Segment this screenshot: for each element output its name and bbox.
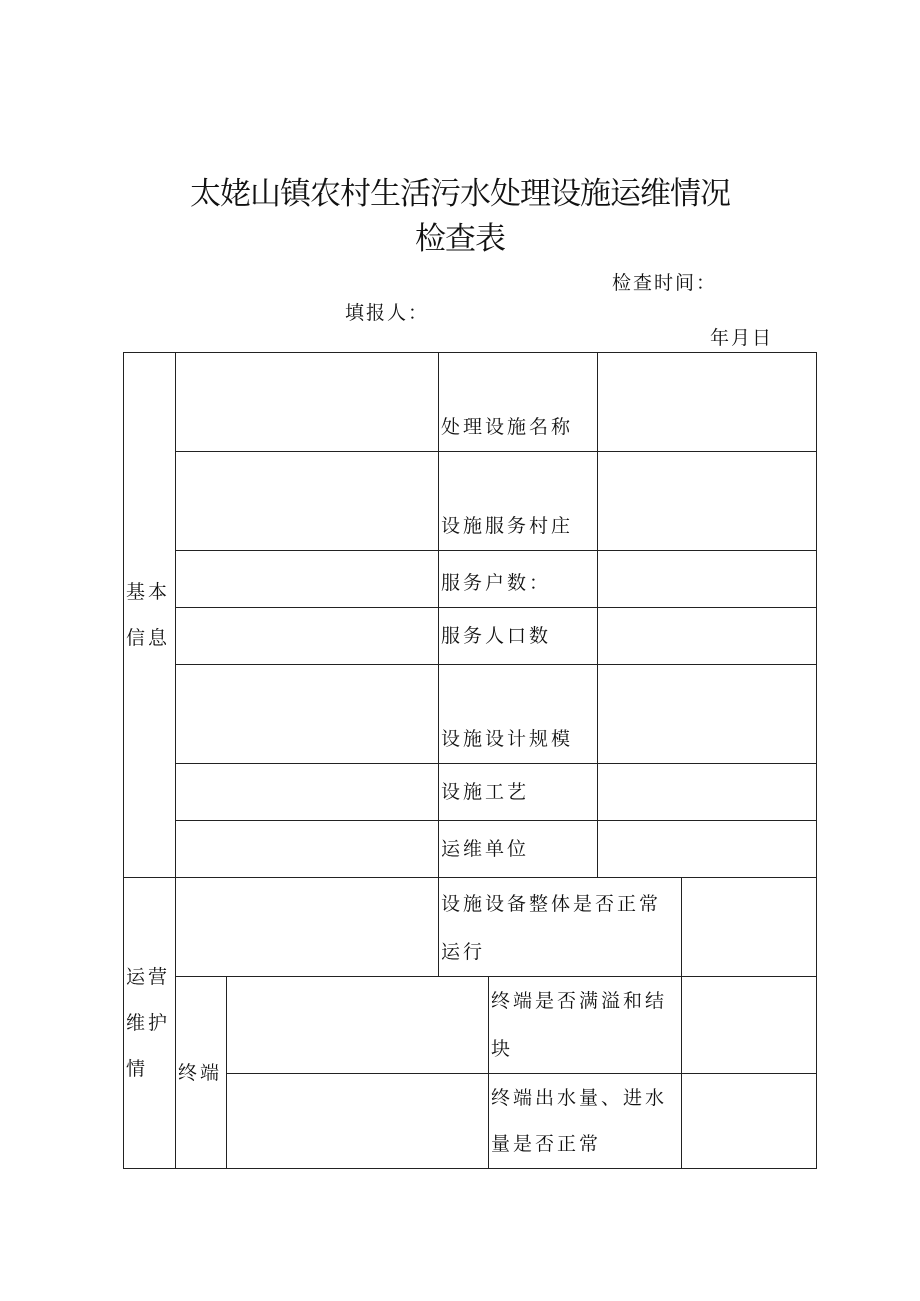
row-label-water-flow: 终端出水量、进水量是否正常 [489, 1074, 682, 1169]
row-label-households: 服务户数： [439, 551, 598, 608]
value-design-scale[interactable] [598, 665, 817, 764]
reporter-label: 填报人： [345, 302, 430, 324]
value-households[interactable] [598, 551, 817, 608]
cell-blank[interactable] [227, 1074, 489, 1169]
inspection-table [123, 352, 817, 1169]
cell-blank[interactable] [176, 452, 439, 551]
inspection-time-label: 检查时间： [612, 272, 718, 294]
value-water-flow[interactable] [682, 1074, 817, 1169]
cell-blank[interactable] [176, 764, 439, 821]
cell-blank[interactable] [176, 608, 439, 665]
value-overflow[interactable] [682, 977, 817, 1074]
value-service-village[interactable] [598, 452, 817, 551]
section-terminal: 终端 [176, 977, 227, 1169]
section-basic-info: 基本信息 [124, 353, 176, 878]
row-label-facility-name: 处理设施名称 [439, 353, 598, 452]
cell-blank[interactable] [176, 821, 439, 878]
cell-blank[interactable] [176, 665, 439, 764]
cell-blank[interactable] [227, 977, 489, 1074]
row-label-service-village: 设施服务村庄 [439, 452, 598, 551]
date-label: 年月日 [710, 327, 774, 349]
cell-blank[interactable] [176, 551, 439, 608]
section-operation-maintenance: 运营维护情 [124, 878, 176, 1169]
value-process[interactable] [598, 764, 817, 821]
document-title-line-1: 太姥山镇农村生活污水处理设施运维情况 [190, 176, 730, 212]
document-title-line-2: 检查表 [415, 221, 505, 257]
value-operator[interactable] [598, 821, 817, 878]
row-label-population: 服务人口数 [439, 608, 598, 665]
row-label-normal-operation: 设施设备整体是否正常运行 [439, 878, 682, 977]
row-label-overflow: 终端是否满溢和结块 [489, 977, 682, 1074]
cell-blank[interactable] [176, 353, 439, 452]
cell-blank[interactable] [176, 878, 439, 977]
row-label-process: 设施工艺 [439, 764, 598, 821]
row-label-operator: 运维单位 [439, 821, 598, 878]
row-label-design-scale: 设施设计规模 [439, 665, 598, 764]
value-facility-name[interactable] [598, 353, 817, 452]
value-normal-operation[interactable] [682, 878, 817, 977]
value-population[interactable] [598, 608, 817, 665]
